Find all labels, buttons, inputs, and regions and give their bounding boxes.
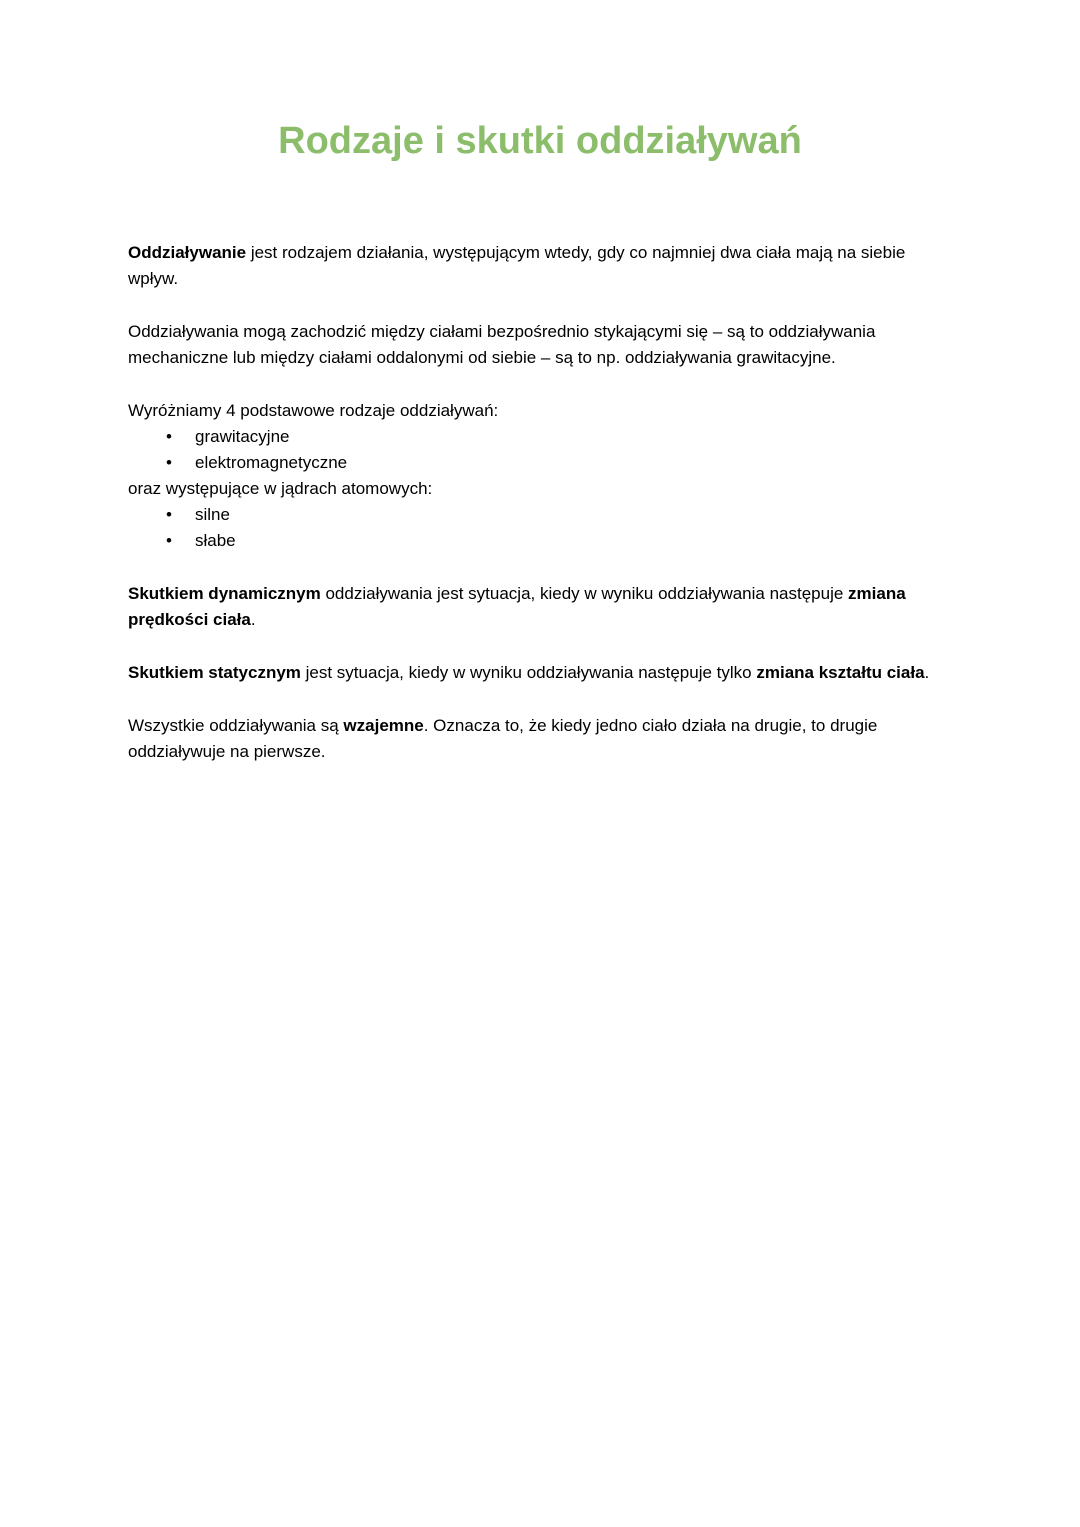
paragraph-dynamic-effect	[128, 581, 952, 633]
list-item-label: słabe	[195, 531, 236, 550]
paragraph-text: .	[924, 663, 930, 682]
list-intro: Wyróżniamy 4 podstawowe rodzaje oddziaływań:	[128, 401, 499, 420]
paragraph-static-effect	[128, 660, 952, 686]
term-zmiana-ksztaltu: zmiana kształtu ciała	[756, 663, 925, 682]
list-item-grawitacyjne	[128, 424, 952, 450]
list-item-silne	[128, 502, 952, 528]
primary-types-list	[128, 424, 952, 476]
paragraph-text: jest rodzajem działania, występującym wtedy, gdy co najmniej dwa ciała mają na siebie wpływ.	[128, 243, 906, 288]
paragraph-text: .	[250, 610, 256, 629]
paragraph-text: Wszystkie oddziaływania są	[128, 716, 344, 735]
term-zmiana-predkosci: zmiana prędkości ciała	[128, 584, 906, 629]
term-oddzialywanie: Oddziaływanie	[128, 243, 247, 262]
term-wzajemne: wzajemne	[343, 716, 424, 735]
list-middle-text: oraz występujące w jądrach atomowych:	[128, 479, 433, 498]
paragraph-text: oddziaływania jest sytuacja, kiedy w wyniku oddziaływania następuje	[320, 584, 849, 603]
document-body	[128, 240, 952, 765]
paragraph-mutual-interactions	[128, 713, 952, 765]
list-item-elektromagnetyczne	[128, 450, 952, 476]
interaction-types-section	[128, 398, 952, 554]
paragraph-definition	[128, 240, 952, 292]
paragraph-text: Oddziaływania mogą zachodzić między ciałami bezpośrednio stykającymi się – są to oddziaływania mechaniczne lub między ciałami oddalonymi od siebie – są to np. oddziaływania grawitacyjne.	[128, 322, 876, 367]
document-title: Rodzaje i skutki oddziaływań	[278, 120, 802, 162]
paragraph-text: jest sytuacja, kiedy w wyniku oddziaływania następuje tylko	[300, 663, 757, 682]
term-skutek-statyczny: Skutkiem statycznym	[128, 663, 301, 682]
paragraph-text: . Oznacza to, że kiedy jedno ciało działa na drugie, to drugie oddziaływuje na pierwsze.	[128, 716, 878, 761]
list-item-label: grawitacyjne	[195, 427, 290, 446]
list-item-slabe	[128, 528, 952, 554]
paragraph-mechanism	[128, 319, 952, 371]
list-item-label: elektromagnetyczne	[195, 453, 348, 472]
term-skutek-dynamiczny: Skutkiem dynamicznym	[128, 584, 321, 603]
nuclear-types-list	[128, 502, 952, 554]
list-item-label: silne	[195, 505, 230, 524]
